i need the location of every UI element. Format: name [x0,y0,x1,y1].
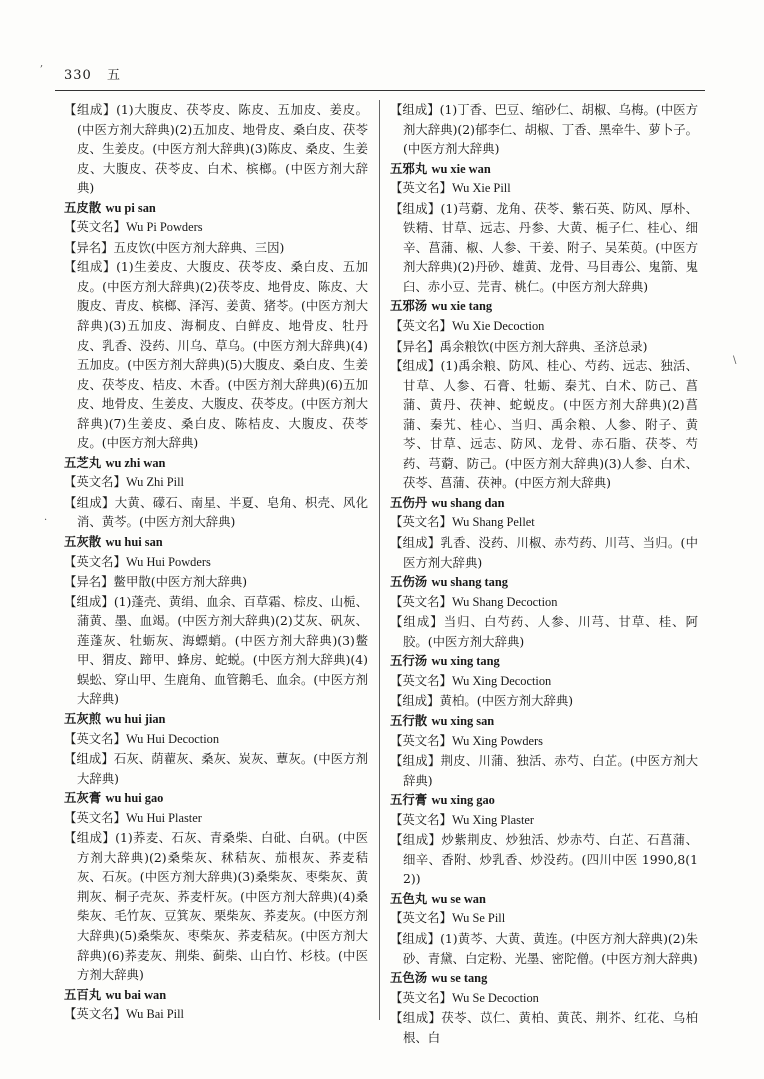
entry-title [390,968,698,989]
entry-title [390,296,698,317]
entry-field: 【英文名】Wu Hui Powders [64,554,211,569]
entry-name: 五色汤 [390,970,428,986]
entry-title [390,572,698,593]
entry-field: 【英文名】Wu Zhi Pill [64,475,184,490]
entry-field: 【组成】乳香、没药、川椒、赤芍药、川芎、当归。(中医方剂大辞典) [390,535,698,570]
entry-name: 五皮散 [64,199,102,215]
entry-title [390,790,698,811]
entry-field: 【英文名】Wu Se Decoction [390,990,539,1005]
entry-name: 五邪汤 [390,298,428,314]
entry-title [390,711,698,732]
left-column [64,100,368,1025]
entry-field: 【英文名】Wu Hui Plaster [64,810,202,825]
entry-title [390,159,698,180]
scan-mark: · [44,515,48,526]
entry-field: 【组成】(1)蓬壳、黄绢、血余、百草霜、棕皮、山栀、蒲黄、墨、血竭。(中医方剂大辞典)(2)艾灰、矾灰、莲蓬灰、牡蛎灰、海螵蛸。(中医方剂大辞典)(3)鳖甲、猬皮、蹄甲、蜂房、蛇蜕。(中医方剂大辞典)(4)蜈蚣、穿山甲、生鹿角、血管鹅毛、血余。(中医方剂大辞典) [64,593,368,707]
entry-field: 【组成】炒紫荆皮、炒独活、炒赤芍、白芷、石菖蒲、细辛、香附、炒乳香、炒没药。(四川中医 1990,8(12)) [390,832,698,887]
entry-field: 【组成】(1)芎藭、龙角、茯苓、紫石英、防风、厚朴、铁精、甘草、远志、丹参、大黄、栀子仁、桂心、细辛、菖蒲、椒、人参、干姜、附子、吴茱萸。(中医方剂大辞典)(2)丹砂、雄黄、龙骨、马目毒公、鬼箭、鬼臼、赤小豆、芫青、桃仁。(中医方剂大辞典) [390,200,698,294]
column-divider [379,100,380,1020]
entry-name: 五芝丸 [64,454,102,470]
entry-field: 【组成】(1)丁香、巴豆、缩砂仁、胡椒、乌梅。(中医方剂大辞典)(2)郁李仁、胡椒、丁香、黑牵牛、萝卜子。(中医方剂大辞典) [390,102,698,157]
entry-title [64,788,368,809]
right-column [390,100,698,1047]
entry-field: 【英文名】Wu Xie Pill [390,181,511,196]
entry-title [390,493,698,514]
entry-field: 【组成】石灰、荫藋灰、桑灰、炭灰、蕈灰。(中医方剂大辞典) [64,751,368,786]
entry-field: 【英文名】Wu Shang Decoction [390,594,558,609]
entry-field: 【组成】当归、白芍药、人参、川芎、甘草、桂、阿胶。(中医方剂大辞典) [390,614,698,649]
entry-title [64,985,368,1006]
entry-field: 【英文名】Wu Bai Pill [64,1007,184,1022]
entry-field: 【英文名】Wu Xing Plaster [390,812,535,827]
entry-name: 五百丸 [64,986,102,1002]
entry-field: 【异名】五皮饮(中医方剂大辞典、三因) [64,239,285,255]
entry-field: 【英文名】Wu Xie Decoction [390,319,545,334]
entry-field: 【异名】禹余粮饮(中医方剂大辞典、圣济总录) [390,338,648,354]
entry-pinyin: wu shang dan [431,495,505,510]
entry-field: 【组成】(1)禹余粮、防风、桂心、芍药、远志、独活、甘草、人参、石膏、牡蛎、秦艽、白术、防己、菖蒲、黄丹、茯神、蛇蜕皮。(中医方剂大辞典)(2)菖蒲、秦艽、桂心、当归、禹余粮、人参、附子、黄芩、甘草、远志、防风、龙骨、赤石脂、茯苓、芍药、芎藭、防己。(中医方剂大辞典)(3)人参、白术、茯苓、菖蒲、茯神。(中医方剂大辞典) [390,358,698,491]
entry-name: 五灰膏 [64,790,102,806]
entry-field: 【组成】大黄、礞石、南星、半夏、皂角、枳壳、风化消、黄芩。(中医方剂大辞典) [64,494,368,530]
entry-pinyin: wu shang tang [431,575,508,590]
entry-field: 【英文名】Wu Pi Powders [64,220,203,235]
entry-field: 【组成】荆皮、川蒲、独活、赤芍、白芷。(中医方剂大辞典) [390,753,698,788]
entry-title [64,453,368,474]
entry-title [64,198,368,219]
entry-name: 五灰煎 [64,710,102,726]
entry-name: 五色丸 [390,890,428,906]
entry-pinyin: wu se wan [431,891,486,906]
entry-pinyin: wu hui san [105,535,163,550]
page-number: 330 [64,68,92,83]
section-label: 五 [106,68,121,83]
entry-name: 五伤汤 [390,574,428,590]
entry-pinyin: wu hui jian [105,711,166,726]
entry-pinyin: wu xie tang [431,299,493,314]
entry-field: 【组成】茯苓、苡仁、黄柏、黄芪、荆芥、红花、乌柏根、白 [390,1010,698,1045]
entry-pinyin: wu xing gao [431,793,495,808]
scan-mark: \ [733,355,737,366]
entry-field: 【组成】(1)大腹皮、茯苓皮、陈皮、五加皮、姜皮。(中医方剂大辞典)(2)五加皮、地骨皮、桑白皮、茯苓皮、生姜皮。(中医方剂大辞典)(3)陈皮、桑皮、生姜皮、大腹皮、茯苓皮、白术、槟榔。(中医方剂大辞典) [64,102,368,196]
header-rule [55,90,705,91]
entry-name: 五行散 [390,712,428,728]
entry-field: 【英文名】Wu Se Pill [390,911,506,926]
entry-pinyin: wu zhi wan [105,455,166,470]
entry-name: 五伤丹 [390,494,428,510]
entry-pinyin: wu xie wan [431,161,491,176]
entry-name: 五行膏 [390,792,428,808]
entry-title [64,532,368,553]
entry-pinyin: wu hui gao [105,791,164,806]
entry-title [390,889,698,910]
entry-field: 【异名】鳖甲散(中医方剂大辞典) [64,574,248,590]
entry-title [64,709,368,730]
entry-field: 【英文名】Wu Shang Pellet [390,515,535,530]
entry-field: 【组成】黄柏。(中医方剂大辞典) [390,693,574,709]
entry-pinyin: wu xing tang [431,654,500,669]
entry-name: 五灰散 [64,534,102,550]
entry-name: 五邪丸 [390,160,428,176]
entry-title [390,651,698,672]
entry-pinyin: wu bai wan [105,987,167,1002]
entry-field: 【组成】(1)生姜皮、大腹皮、茯苓皮、桑白皮、五加皮。(中医方剂大辞典)(2)茯苓皮、地骨皮、陈皮、大腹皮、青皮、槟榔、泽泻、姜黄、猪苓。(中医方剂大辞典)(3)五加皮、海桐皮、白鲜皮、地骨皮、牡丹皮、乳香、没药、川乌、草乌。(中医方剂大辞典)(4)五加皮。(中医方剂大辞典)(5)大腹皮、桑白皮、生姜皮、茯苓皮、桔皮、木香。(中医方剂大辞典)(6)五加皮、地骨皮、生姜皮、大腹皮、茯苓皮。(中医方剂大辞典)(7)生姜皮、桑白皮、陈桔皮、大腹皮、茯苓皮。(中医方剂大辞典) [64,259,368,451]
entry-field: 【组成】(1)荞麦、石灰、青桑柴、白砒、白矾。(中医方剂大辞典)(2)桑柴灰、秫秸灰、茄根灰、荞麦秸灰、石灰。(中医方剂大辞典)(3)桑柴灰、枣柴灰、黄荆灰、桐子壳灰、荞麦杆灰。(中医方剂大辞典)(4)桑柴灰、毛竹灰、豆箕灰、栗柴灰、荞麦灰。(中医方剂大辞典)(5)桑柴灰、枣柴灰、荞麦秸灰。(中医方剂大辞典)(6)荞麦灰、荆柴、蓟柴、山白竹、杉枝。(中医方剂大辞典) [64,830,368,983]
entry-pinyin: wu pi san [105,200,156,215]
entry-field: 【英文名】Wu Xing Powders [390,733,544,748]
scan-mark: , [40,58,44,69]
entry-pinyin: wu se tang [431,971,488,986]
entry-name: 五行汤 [390,653,428,669]
entry-field: 【英文名】Wu Hui Decoction [64,731,220,746]
page-header [64,64,121,83]
entry-field: 【英文名】Wu Xing Decoction [390,673,552,688]
entry-field: 【组成】(1)黄芩、大黄、黄连。(中医方剂大辞典)(2)朱砂、青黛、白定粉、光墨、密陀僧。(中医方剂大辞典) [390,930,698,966]
entry-pinyin: wu xing san [431,713,495,728]
